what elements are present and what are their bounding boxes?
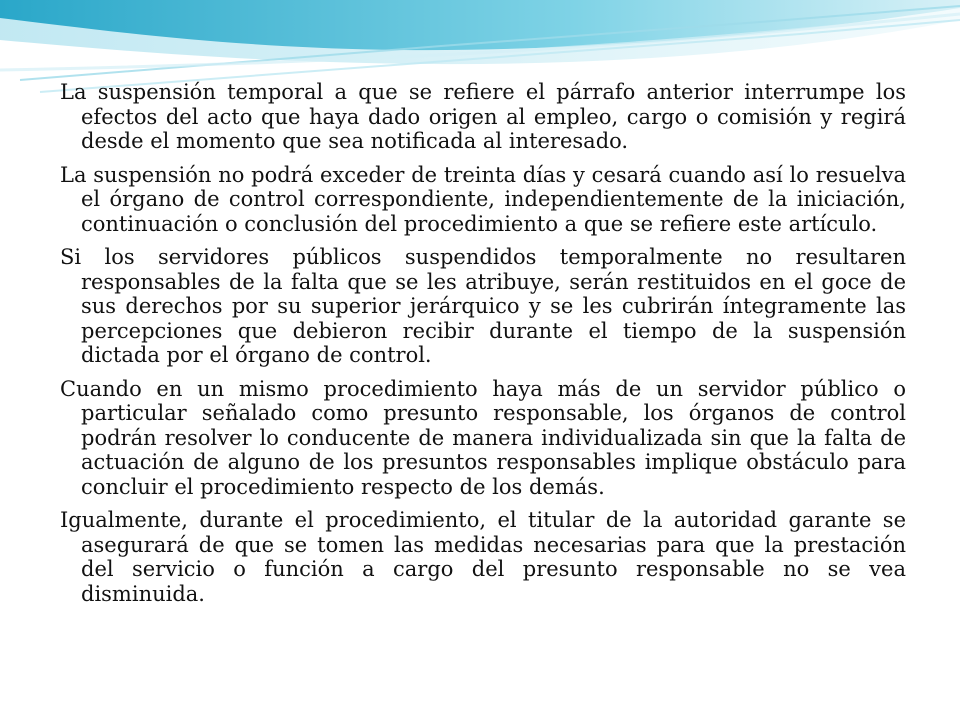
paragraph-5: Igualmente, durante el procedimiento, el titular de la autoridad garante se asegurará de que se tomen las medidas necesarias para que la prestación del servicio o función a cargo del presunto responsable no se vea disminuida. <box>60 508 906 606</box>
slide-content <box>60 80 906 615</box>
paragraph-2: La suspensión no podrá exceder de treinta días y cesará cuando así lo resuelva el órgano de control correspondiente, independientemente de la iniciación, continuación o conclusión del procedimiento a que se refiere este artículo. <box>60 162 906 236</box>
paragraph-4: Cuando en un mismo procedimiento haya más de un servidor público o particular señalado como presunto responsable, los órganos de control podrán resolver lo conducente de manera individualizada sin que la falta de actuación de alguno de los presuntos responsables implique obstáculo para concluir el procedimiento respecto de los demás. <box>60 376 906 499</box>
paragraph-1: La suspensión temporal a que se refiere el párrafo anterior interrumpe los efectos del acto que haya dado origen al empleo, cargo o comisión y regirá desde el momento que sea notificada al interesado. <box>60 80 906 153</box>
paragraph-3: Si los servidores públicos suspendidos temporalmente no resultaren responsables de la falta que se les atribuye, serán restituidos en el goce de sus derechos por su superior jerárquico y se les cubrirán íntegramente las percepciones que debieron recibir durante el tiempo de la suspensión dictada por el órgano de control. <box>60 245 906 367</box>
